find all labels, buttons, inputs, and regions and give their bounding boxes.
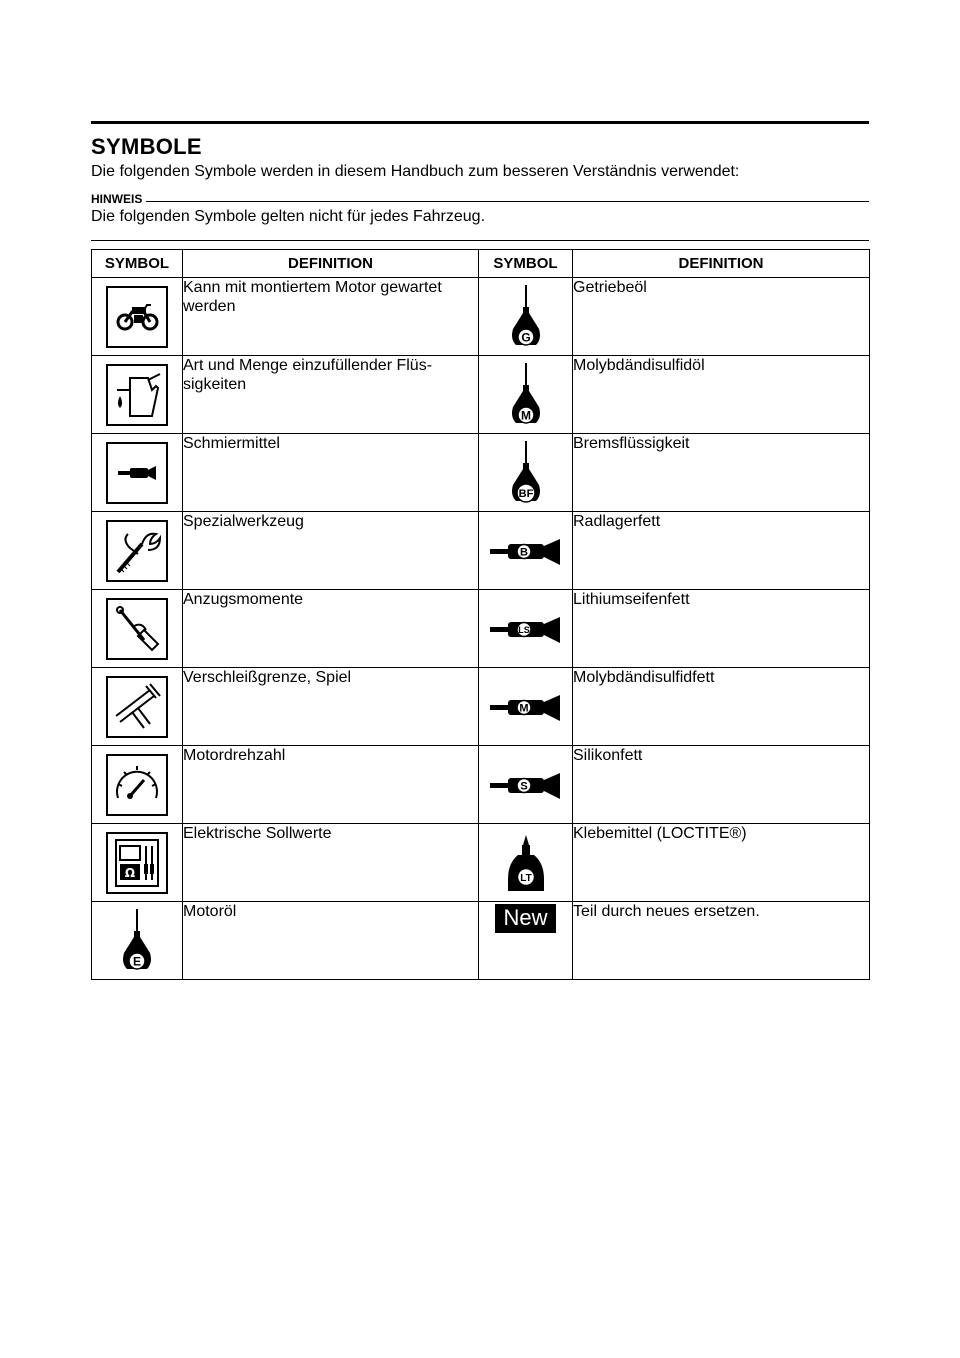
definition-cell: Motoröl bbox=[183, 902, 479, 980]
watering-can-icon bbox=[106, 364, 168, 426]
definition-cell: Bremsflüssigkeit bbox=[573, 434, 870, 512]
definition-cell: Molybdändisulfidöl bbox=[573, 356, 870, 434]
svg-text:Ω: Ω bbox=[124, 865, 136, 880]
tachometer-icon bbox=[106, 754, 168, 816]
grease-gun-label: LS bbox=[517, 624, 530, 635]
definition-cell: Kann mit montiertem Motor gewartet werden bbox=[183, 278, 479, 356]
oil-can-label: M bbox=[520, 408, 531, 422]
grease-gun-m-icon bbox=[488, 687, 564, 727]
symbol-cell bbox=[92, 590, 183, 668]
symbol-cell bbox=[92, 356, 183, 434]
motorcycle-icon bbox=[106, 286, 168, 348]
symbol-cell bbox=[92, 902, 183, 980]
table-row bbox=[92, 434, 870, 512]
grease-gun-label: B bbox=[519, 546, 528, 558]
symbol-cell bbox=[479, 668, 573, 746]
header-definition-1: DEFINITION bbox=[183, 250, 479, 278]
table-row bbox=[92, 356, 870, 434]
special-tool-icon bbox=[106, 520, 168, 582]
grease-gun-icon bbox=[106, 442, 168, 504]
definition-cell: Radlagerfett bbox=[573, 512, 870, 590]
definition-cell: Motordrehzahl bbox=[183, 746, 479, 824]
intro-text: Die folgenden Symbole werden in diesem Handbuch zum besseren Verständnis verwendet: bbox=[91, 163, 740, 180]
grease-gun-b-icon bbox=[488, 531, 564, 571]
definition-cell: Getriebeöl bbox=[573, 278, 870, 356]
definition-cell: Molybdändisulfidfett bbox=[573, 668, 870, 746]
definition-cell: Spezialwerkzeug bbox=[183, 512, 479, 590]
table-row bbox=[92, 902, 870, 980]
header-symbol-1: SYMBOL bbox=[92, 250, 183, 278]
symbol-cell bbox=[479, 434, 573, 512]
note-text: Die folgenden Symbole gelten nicht für jedes Fahrzeug. bbox=[91, 208, 486, 225]
table-row bbox=[92, 746, 870, 824]
definition-cell: Lithiumseifenfett bbox=[573, 590, 870, 668]
header-symbol-2: SYMBOL bbox=[479, 250, 573, 278]
symbol-cell bbox=[479, 512, 573, 590]
oil-can-bf-icon bbox=[506, 439, 546, 507]
caliper-icon bbox=[106, 676, 168, 738]
symbol-cell bbox=[92, 668, 183, 746]
symbol-cell bbox=[479, 356, 573, 434]
definition-cell: Anzugsmomente bbox=[183, 590, 479, 668]
loctite-label: LT bbox=[519, 872, 532, 884]
oil-can-label: E bbox=[132, 954, 142, 968]
note-header bbox=[91, 191, 869, 207]
symbol-cell bbox=[479, 278, 573, 356]
symbols-table bbox=[91, 249, 870, 980]
definition-cell: Silikonfett bbox=[573, 746, 870, 824]
oil-can-label: G bbox=[520, 330, 531, 344]
table-row bbox=[92, 512, 870, 590]
definition-cell: Schmiermittel bbox=[183, 434, 479, 512]
oil-can-label: BF bbox=[518, 487, 533, 500]
symbol-cell bbox=[92, 824, 183, 902]
oil-can-g-icon bbox=[506, 283, 546, 351]
grease-gun-label: M bbox=[518, 702, 529, 714]
torque-wrench-icon bbox=[106, 598, 168, 660]
page-title: SYMBOLE bbox=[91, 134, 202, 159]
grease-gun-label: S bbox=[519, 780, 528, 792]
definition-cell: Klebemittel (LOCTITE®) bbox=[573, 824, 870, 902]
grease-gun-ls-icon bbox=[488, 609, 564, 649]
symbol-cell bbox=[92, 512, 183, 590]
symbol-cell bbox=[479, 824, 573, 902]
note-end-rule bbox=[91, 240, 869, 241]
top-rule bbox=[91, 121, 869, 124]
symbol-cell bbox=[479, 746, 573, 824]
symbol-cell bbox=[479, 902, 573, 980]
definition-cell: Art und Menge einzufüllender Flüs-sigkeiten bbox=[183, 356, 479, 434]
definition-cell: Verschleißgrenze, Spiel bbox=[183, 668, 479, 746]
table-row bbox=[92, 278, 870, 356]
symbol-cell bbox=[479, 590, 573, 668]
symbol-cell bbox=[92, 278, 183, 356]
table-row bbox=[92, 668, 870, 746]
new-part-icon: New bbox=[495, 904, 555, 933]
note-rule bbox=[146, 201, 869, 202]
table-header-row bbox=[92, 250, 870, 278]
loctite-bottle-icon bbox=[504, 829, 548, 897]
header-definition-2: DEFINITION bbox=[573, 250, 870, 278]
symbol-cell bbox=[92, 746, 183, 824]
oil-can-e-icon bbox=[117, 907, 157, 975]
oil-can-m-icon bbox=[506, 361, 546, 429]
definition-cell: Elektrische Sollwerte bbox=[183, 824, 479, 902]
note-label: HINWEIS bbox=[91, 192, 143, 206]
definition-cell: Teil durch neues ersetzen. bbox=[573, 902, 870, 980]
grease-gun-s-icon bbox=[488, 765, 564, 805]
multimeter-icon bbox=[106, 832, 168, 894]
symbol-cell bbox=[92, 434, 183, 512]
table-row bbox=[92, 824, 870, 902]
table-row bbox=[92, 590, 870, 668]
